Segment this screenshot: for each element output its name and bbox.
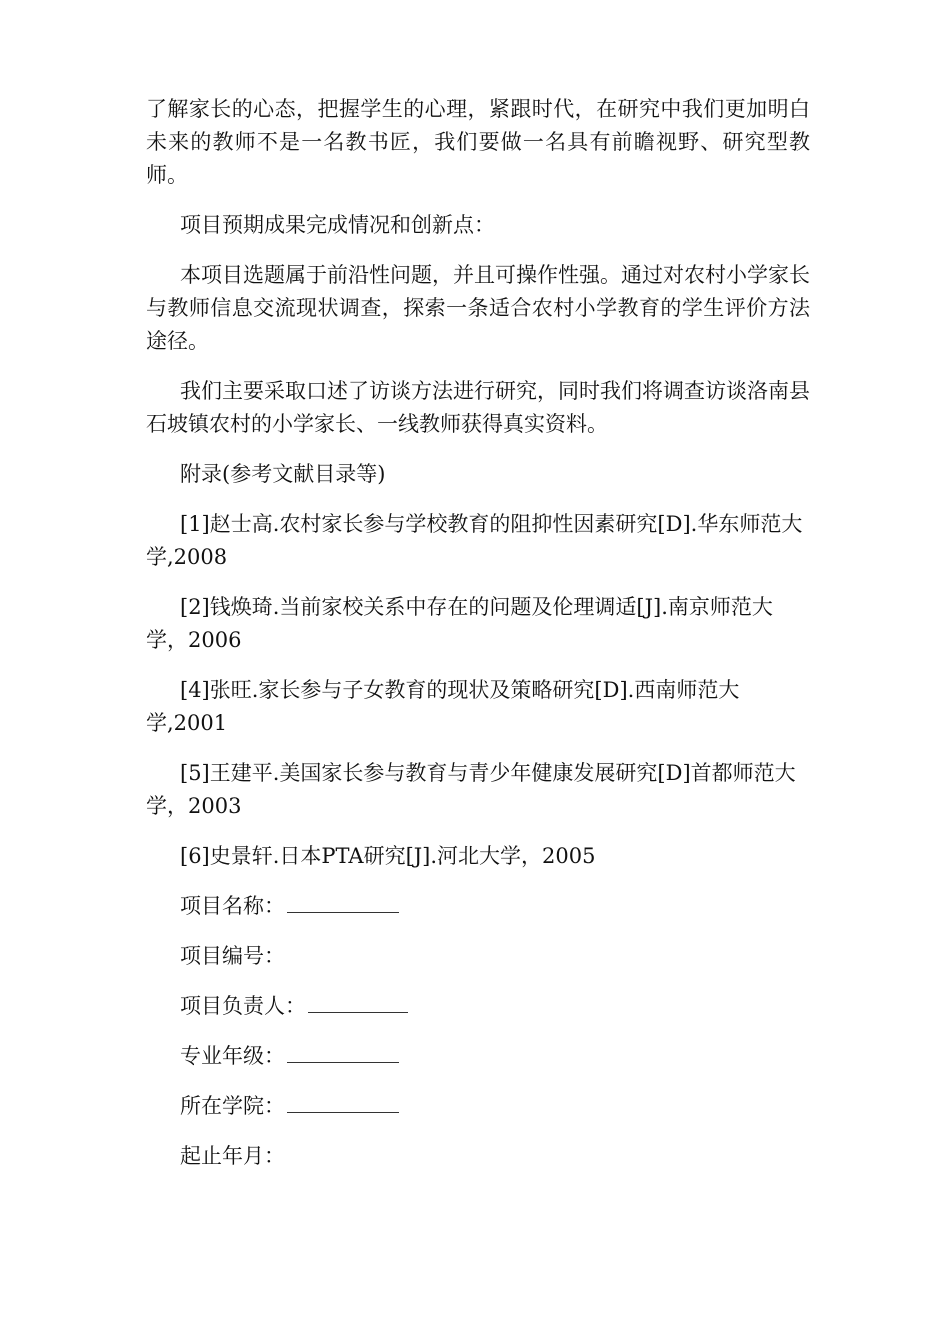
paragraph-outcomes-heading: 项目预期成果完成情况和创新点：: [180, 213, 495, 237]
field-project-name: [146, 890, 810, 923]
field-project-number: [146, 940, 810, 973]
document-page: [146, 93, 810, 1190]
reference-item: [6]史景轩.日本PTA研究[J].河北大学，2005: [180, 844, 596, 868]
field-period-label: 起止年月：: [180, 1144, 285, 1168]
paragraph-intro: 了解家长的心态，把握学生的心理，紧跟时代，在研究中我们更加明白未来的教师不是一名教书匠，我们要做一名具有前瞻视野、研究型教师。: [146, 97, 810, 187]
field-project-number-label: 项目编号：: [180, 944, 285, 968]
college-blank[interactable]: [287, 1094, 399, 1113]
reference-item: [1]赵士高.农村家长参与学校教育的阻抑性因素研究[D].华东师范大学,2008: [146, 512, 803, 569]
project-leader-blank[interactable]: [308, 994, 408, 1013]
project-name-blank[interactable]: [287, 894, 399, 913]
paragraph-innovation: 本项目选题属于前沿性问题，并且可操作性强。通过对农村小学家长与教师信息交流现状调查，探索一条适合农村小学教育的学生评价方法途径。: [146, 263, 810, 353]
reference-item: [5]王建平.美国家长参与教育与青少年健康发展研究[D]首都师范大学，2003: [146, 761, 796, 818]
paragraph-appendix-heading: 附录(参考文献目录等): [180, 462, 386, 486]
field-college-label: 所在学院：: [180, 1094, 285, 1118]
field-project-name-label: 项目名称：: [180, 894, 285, 918]
reference-item: [4]张旺.家长参与子女教育的现状及策略研究[D].西南师范大学,2001: [146, 678, 740, 735]
reference-item: [2]钱焕琦.当前家校关系中存在的问题及伦理调适[J].南京师范大学，2006: [146, 595, 773, 652]
field-major-grade: [146, 1040, 810, 1073]
field-major-grade-label: 专业年级：: [180, 1044, 285, 1068]
field-college: [146, 1090, 810, 1123]
field-project-leader-label: 项目负责人：: [180, 994, 306, 1018]
field-project-leader: [146, 990, 810, 1023]
field-period: [146, 1140, 810, 1173]
major-grade-blank[interactable]: [287, 1044, 399, 1063]
paragraph-method: 我们主要采取口述了访谈方法进行研究，同时我们将调查访谈洛南县石坡镇农村的小学家长、一线教师获得真实资料。: [146, 379, 810, 436]
